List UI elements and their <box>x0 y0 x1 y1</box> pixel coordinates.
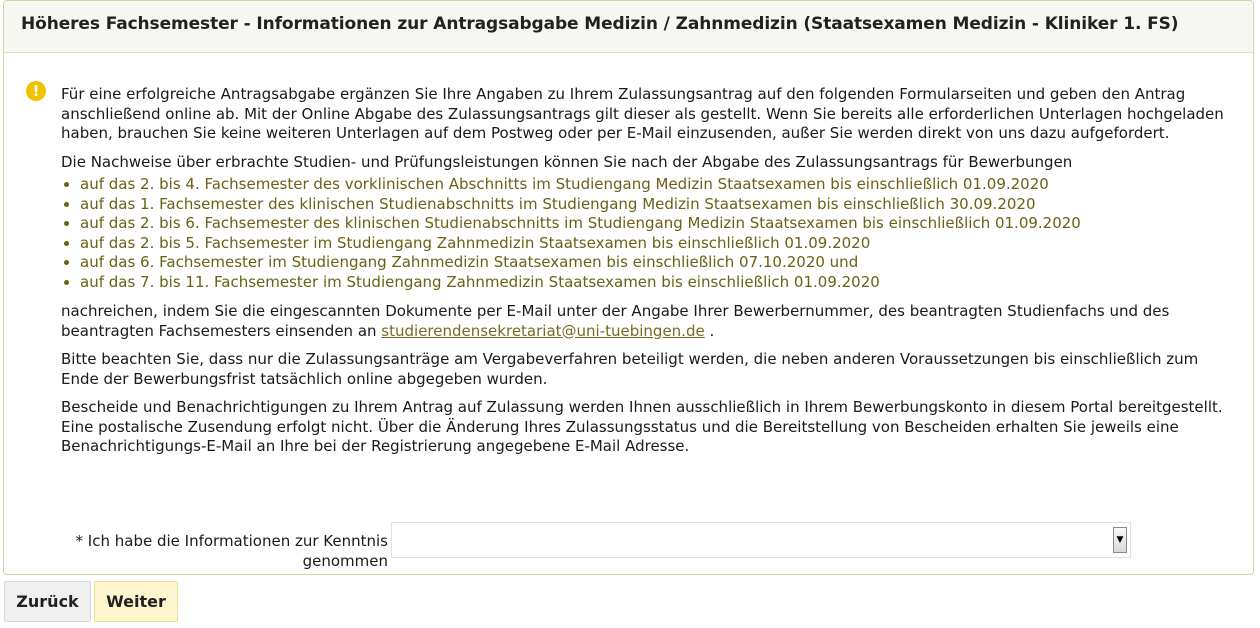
back-button[interactable]: Zurück <box>4 581 91 622</box>
list-item: • auf das 2. bis 4. Fachsemester des vorklinischen Abschnitts im Studiengang Medizin Staatsexamen bis einschließlich 01.09.2020 <box>80 175 1231 195</box>
email-link[interactable]: studierendensekretariat@uni-tuebingen.de <box>381 321 705 340</box>
deadline-list <box>61 175 1231 292</box>
info-paragraph-evidence: Die Nachweise über erbrachte Studien- und Prüfungsleistungen können Sie nach der Abgabe des Zulassungsantrags für Bewerbungen <box>61 152 1073 171</box>
email-instruction-end: . <box>704 321 715 340</box>
information-panel <box>3 0 1254 575</box>
dropdown-arrow-icon[interactable]: ▼ <box>1113 527 1127 553</box>
confirm-select[interactable] <box>391 522 1131 558</box>
next-button[interactable]: Weiter <box>94 581 178 622</box>
info-paragraph-deadline: Bitte beachten Sie, dass nur die Zulassungsanträge am Vergabeverfahren beteiligt werden, die neben anderen Voraussetzungen bis einschließlich zum Ende der Bewerbungsfrist tatsächlich online abgegeben wurden. <box>61 350 1199 388</box>
info-paragraph-notifications: Bescheide und Benachrichtigungen zu Ihrem Antrag auf Zulassung werden Ihnen ausschließlich in Ihrem Bewerbungskonto in diesem Portal bereitgestellt. Eine postalische Zusendung erfolgt nicht. Über die Änderung Ihres Zulassungsstatus und die Bereitstellung von Bescheiden erhalten Sie jeweils eine Benachrichtigungs-E-Mail an Ihre bei der Registrierung angegebene E-Mail Adresse. <box>61 398 1223 455</box>
list-item: • auf das 2. bis 5. Fachsemester im Studiengang Zahnmedizin Staatsexamen bis einschließlich 01.09.2020 <box>80 234 1231 254</box>
list-item: • auf das 2. bis 6. Fachsemester des klinischen Studienabschnitts im Studiengang Medizin Staatsexamen bis einschließlich 01.09.2020 <box>80 214 1231 234</box>
info-icon: ! <box>26 81 46 101</box>
confirm-label: * Ich habe die Informationen zur Kenntnis genommen <box>75 532 388 570</box>
list-item: • auf das 1. Fachsemester des klinischen Studienabschnitts im Studiengang Medizin Staatsexamen bis einschließlich 30.09.2020 <box>80 195 1231 215</box>
panel-title: Höheres Fachsemester - Informationen zur Antragsabgabe Medizin / Zahnmedizin (Staatsexamen Medizin - Kliniker 1. FS) <box>21 14 1179 34</box>
panel-header <box>4 1 1253 53</box>
list-item: • auf das 7. bis 11. Fachsemester im Studiengang Zahnmedizin Staatsexamen bis einschließlich 01.09.2020 <box>80 273 1231 293</box>
info-paragraph-submission: Für eine erfolgreiche Antragsabgabe ergänzen Sie Ihre Angaben zu Ihrem Zulassungsantrag auf den folgenden Formularseiten und geben den Antrag anschließend online ab. Mit der Online Abgabe des Zulassungsantrags gilt dieser als gestellt. Wenn Sie bereits alle erforderlichen Unterlagen hochgeladen haben, brauchen Sie keine weiteren Unterlagen auf dem Postweg oder per E-Mail einzusenden, außer Sie werden direkt von uns dazu aufgefordert. <box>61 85 1224 142</box>
email-instruction-text: nachreichen, indem Sie die eingescannten Dokumente per E-Mail unter der Angabe Ihrer Bewerbernummer, des beantragten Studienfachs und des beantragten Fachsemesters einsenden an <box>61 302 1170 340</box>
info-paragraph-email <box>61 302 1231 341</box>
info-content <box>61 85 1231 466</box>
list-item: • auf das 6. Fachsemester im Studiengang Zahnmedizin Staatsexamen bis einschließlich 07.10.2020 und <box>80 253 1231 273</box>
